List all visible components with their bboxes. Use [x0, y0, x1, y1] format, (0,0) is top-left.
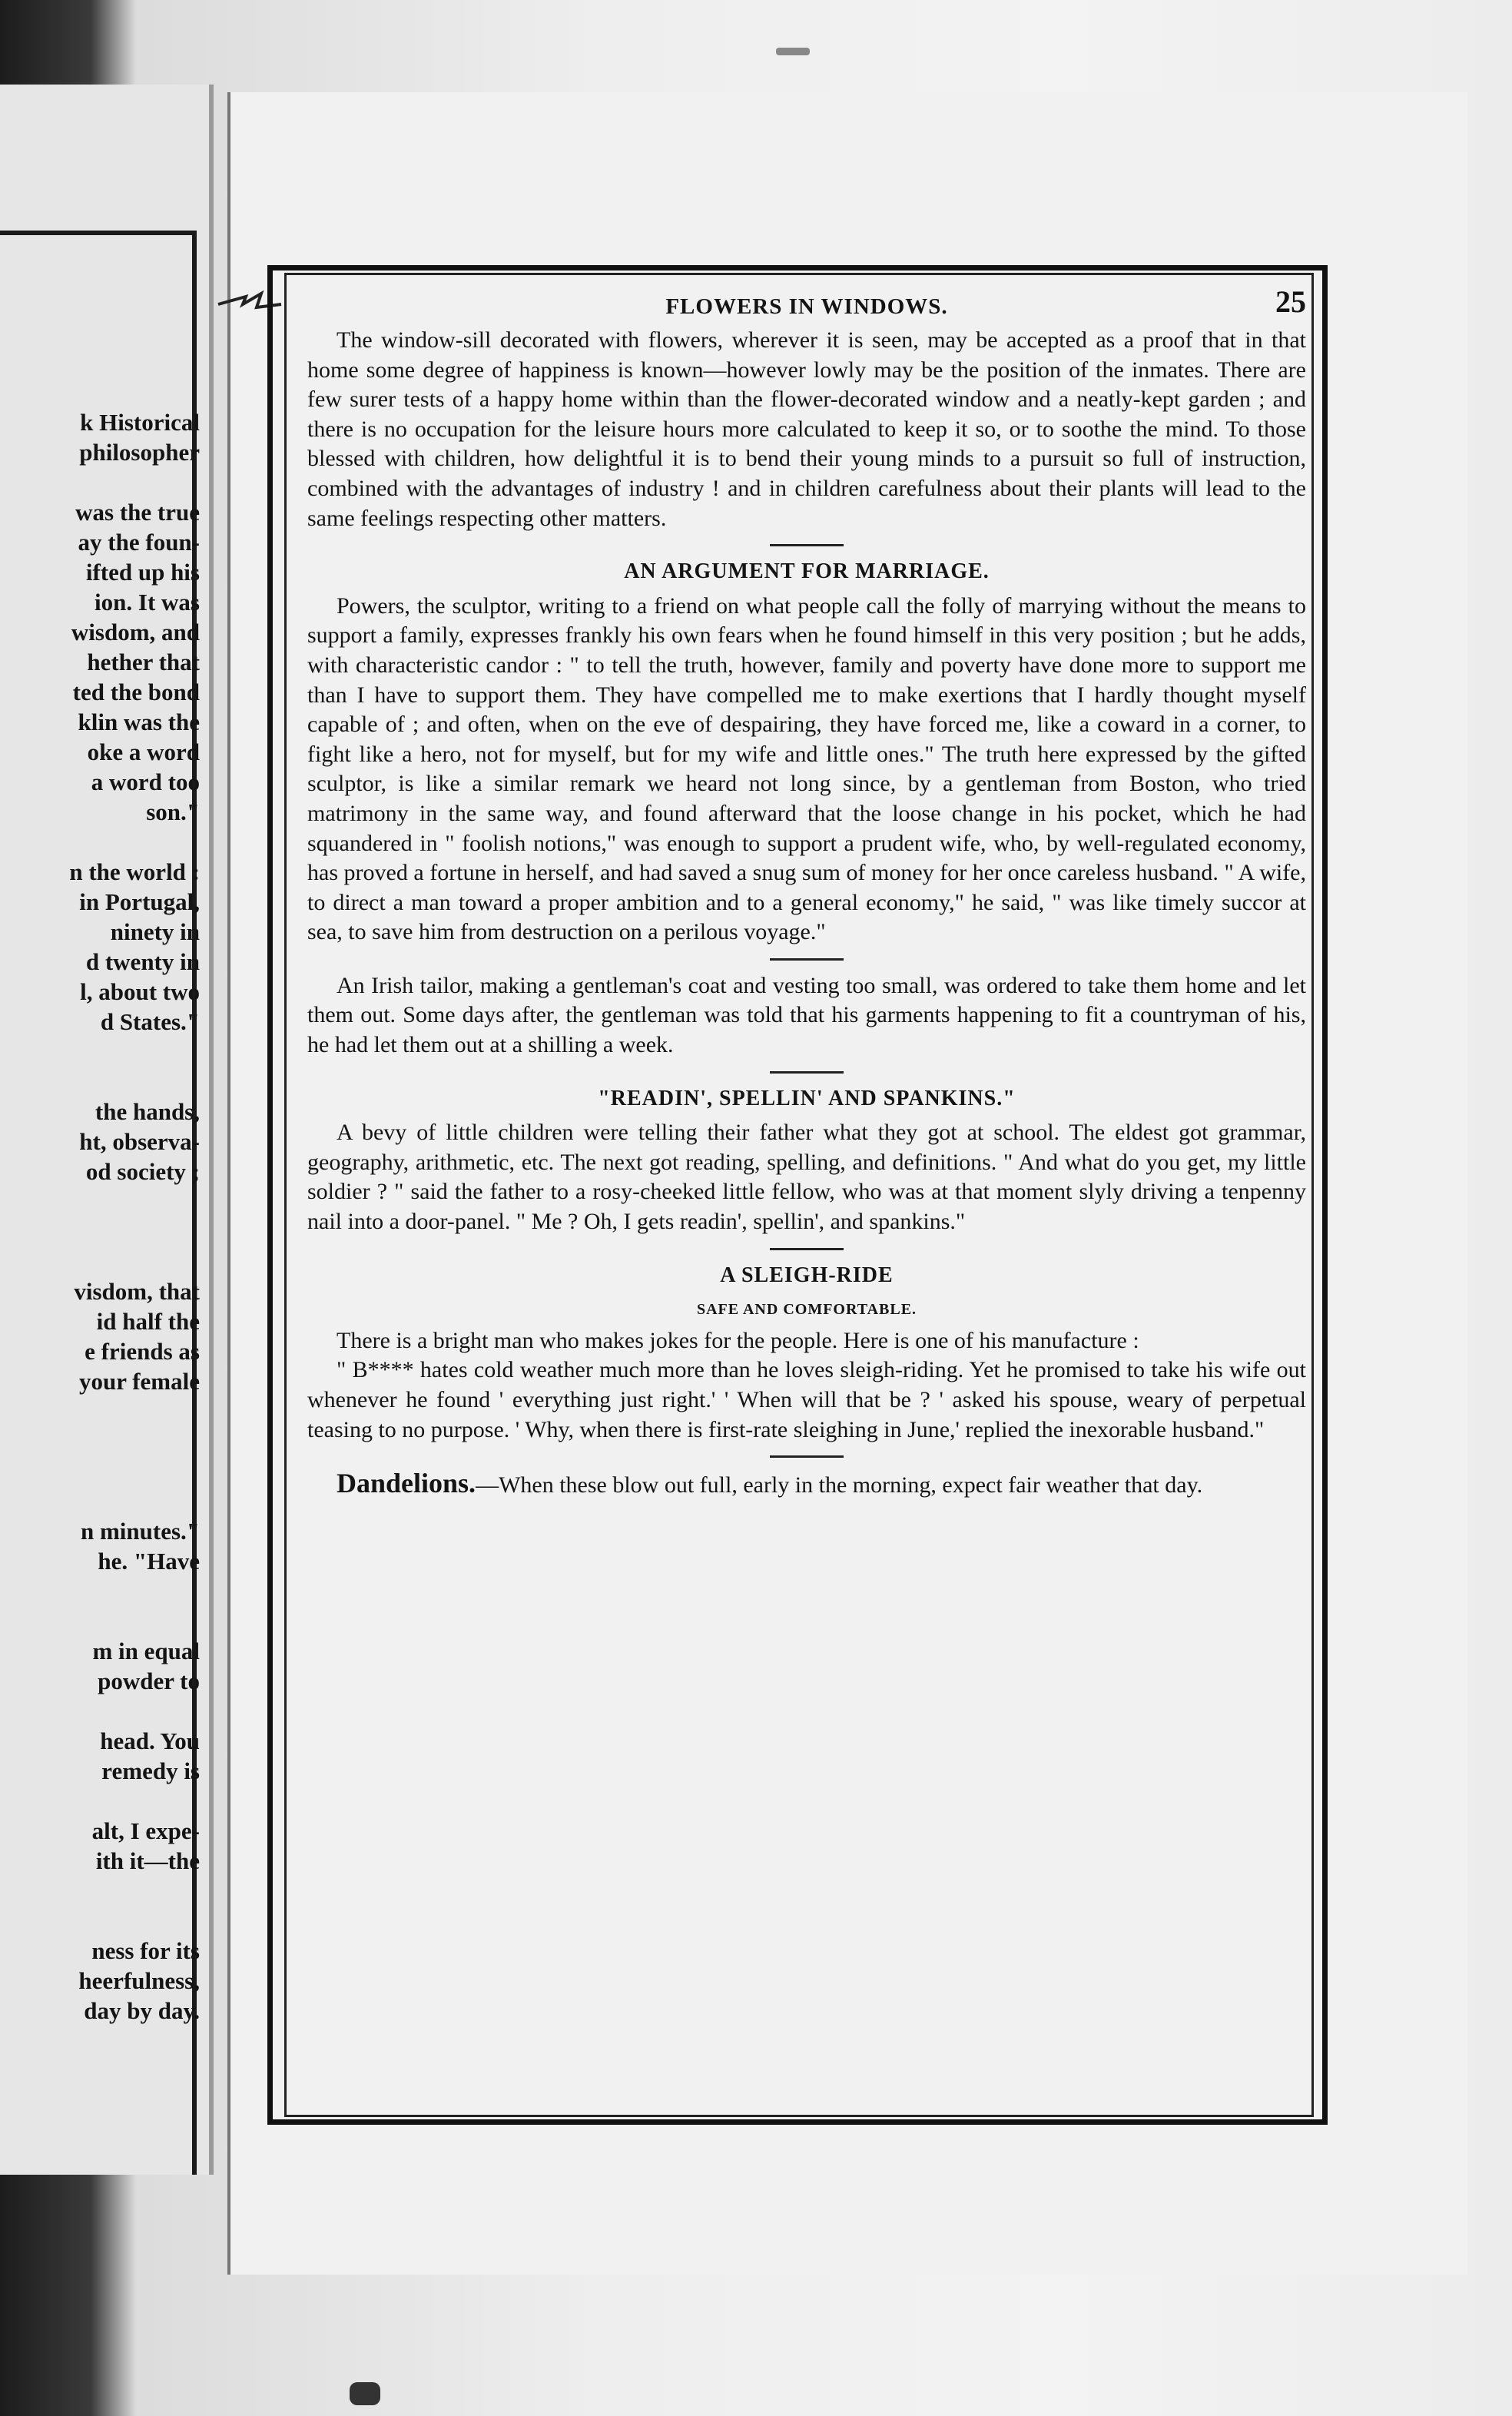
left-column-line: was the true: [75, 499, 200, 526]
left-column-line: alt, I expe-: [91, 1817, 200, 1844]
left-column-line: m in equal: [92, 1638, 200, 1664]
left-column-line: n minutes.": [80, 1518, 200, 1545]
page-content: [307, 284, 1306, 1501]
bottom-mark: [350, 2382, 380, 2405]
left-column-line: [8, 1067, 200, 1097]
left-column-line: [8, 827, 200, 857]
left-column-line: [8, 1576, 200, 1606]
readin-heading: "READIN', SPELLIN' AND SPANKINS.": [598, 1086, 1016, 1110]
marriage-paragraph: Powers, the sculptor, writing to a friend on what people call the folly of marrying without the means to support a family, expresses frankly his own fears when he found himself in this very position ; but he adds, with characteristic candor : " to tell the truth, however, family and poverty have done more to support me than I have to support them. They have compelled me to make exertions that I hardly thought myself capable of ; and often, when on the eve of despairing, they have forced me, like a coward in a corner, to fight like a hero, not for myself, but for my wife and little ones." The truth here expressed by the gifted sculptor, is like a similar remark we heard not long since, by a gentleman from Boston, who tried matrimony in the same way, and found afterward that the loose change in his pocket, which he had squandered in " foolish notions," was enough to support a prudent wife, who, by well-regulated economy, has proved a fortune in herself, and had saved a snug sum of money for her once careless husband. " A wife, to direct a man toward a proper ambition and to a general economy," he said, " was like timely succor at sea, to save him from destruction on a perilous voyage.": [307, 592, 1306, 945]
flowers-paragraph: The window-sill decorated with flowers, wherever it is seen, may be accepted as a proof that in that home some degree of happiness is known—however lowly may be the position of the inmates. There are few surer tests of a happy home within than the flower-decorated window and a neatly-kept garden ; and there is no occupation for the leisure hours more calculated to keep it so, or to soothe the mind. To those blessed with children, how delightful it is to bend their young minds to a pursuit so full of instruction, combined with the advantages of industry ! and in children carefulness about their plants will lead to the same feelings respecting other matters.: [307, 327, 1306, 531]
left-column-line: ith it—the: [95, 1847, 200, 1874]
left-column-line: [8, 467, 200, 497]
left-column-line: k Historical: [80, 409, 200, 436]
running-head: FLOWERS IN WINDOWS.: [665, 294, 948, 319]
left-column-line: visdom, that: [74, 1278, 200, 1305]
sleigh-subheading: SAFE AND COMFORTABLE.: [696, 1301, 917, 1319]
page-header: [307, 284, 1306, 326]
left-column-line: [8, 1246, 200, 1276]
left-column-line: ion. It was: [94, 589, 200, 616]
binding-mark: [776, 48, 810, 55]
left-column-line: oke a word: [87, 738, 200, 765]
marriage-heading: AN ARGUMENT FOR MARRIAGE.: [624, 559, 990, 584]
left-column-line: ness for its: [91, 1937, 200, 1964]
left-column-line: ht, observa-: [79, 1128, 200, 1155]
left-column-line: powder to: [98, 1668, 200, 1694]
left-column-line: [8, 1696, 200, 1726]
divider: [770, 1455, 844, 1458]
left-column-line: n the world :: [69, 858, 200, 885]
left-column-line: [8, 1876, 200, 1906]
tailor-paragraph: An Irish tailor, making a gentleman's coat and vesting too small, was ordered to take them home and let them out. Some days after, the gentleman was told that his garments happening to fit a countryman of his, he had let them out at a shilling a week.: [307, 972, 1306, 1058]
left-column-line: [8, 1186, 200, 1216]
left-column-line: day by day.: [84, 1997, 200, 2024]
left-column-line: ifted up his: [85, 559, 200, 586]
dandelions-paragraph: [307, 1469, 1306, 1501]
left-column-line: philosopher: [79, 439, 200, 466]
divider: [770, 958, 844, 961]
left-column-line: l, about two: [80, 978, 200, 1005]
left-column-line: d twenty in: [85, 948, 200, 975]
left-column-line: d States.": [100, 1008, 200, 1035]
left-column-line: the hands,: [94, 1098, 200, 1125]
sleigh-paragraph: " B**** hates cold weather much more than he loves sleigh-riding. Yet he promised to take his wife out whenever he found ' everything just right.' ' When will that be ? ' asked his spouse, weary of perpetual teasing to no purpose. ' Why, when there is first-rate sleighing in June,' replied the inexorable husband.": [307, 1357, 1306, 1442]
left-column-line: id half the: [96, 1308, 200, 1335]
left-column-line: hether that: [87, 649, 200, 675]
left-column-line: in Portugal,: [79, 888, 200, 915]
left-column-line: [8, 1037, 200, 1067]
sleigh-heading: A SLEIGH-RIDE: [720, 1263, 894, 1287]
divider: [770, 1248, 844, 1250]
left-column-line: ted the bond: [72, 679, 200, 705]
left-column-line: head. You: [100, 1727, 200, 1754]
left-column-line: remedy is: [101, 1757, 200, 1784]
page-number: 25: [1275, 284, 1306, 319]
left-column-line: od society ;: [85, 1158, 200, 1185]
left-column-line: [8, 1426, 200, 1456]
divider: [770, 544, 844, 546]
left-page: [0, 85, 214, 2175]
readin-paragraph: A bevy of little children were telling their father what they got at school. The eldest got grammar, geography, arithmetic, etc. The next got reading, spelling, and definitions. " And what do you get, my little soldier ? " said the father to a rosy-cheeked little fellow, who was at that moment slyly driving a tenpenny nail into a door-panel. " Me ? Oh, I gets readin', spellin', and spankins.": [307, 1120, 1306, 1235]
left-column-line: [8, 1216, 200, 1246]
sleigh-intro: There is a bright man who makes jokes for the people. Here is one of his manufacture :: [337, 1327, 1139, 1353]
left-column-line: [8, 1486, 200, 1516]
left-column-line: [8, 1606, 200, 1636]
left-column-line: ay the foun-: [78, 529, 200, 556]
left-column-line: son.": [146, 798, 200, 825]
left-column-line: [8, 1396, 200, 1426]
left-column-line: wisdom, and: [71, 619, 200, 645]
left-column-line: a word too: [91, 768, 200, 795]
left-column-line: [8, 1786, 200, 1816]
left-column-line: [8, 1906, 200, 1936]
left-column-line: e friends as: [85, 1338, 200, 1365]
divider: [770, 1071, 844, 1074]
dandelions-title: Dandelions.: [337, 1468, 476, 1499]
dandelions-text: —When these blow out full, early in the morning, expect fair weather that day.: [476, 1472, 1203, 1498]
left-column-line: [8, 1456, 200, 1486]
left-column-line: heerfulness,: [78, 1967, 200, 1994]
left-column-line: ninety in: [110, 918, 200, 945]
left-column-text: [8, 407, 200, 2026]
left-column-line: he. "Have: [98, 1548, 200, 1575]
left-column-line: your female: [79, 1368, 200, 1395]
left-column-line: klin was the: [78, 709, 200, 735]
